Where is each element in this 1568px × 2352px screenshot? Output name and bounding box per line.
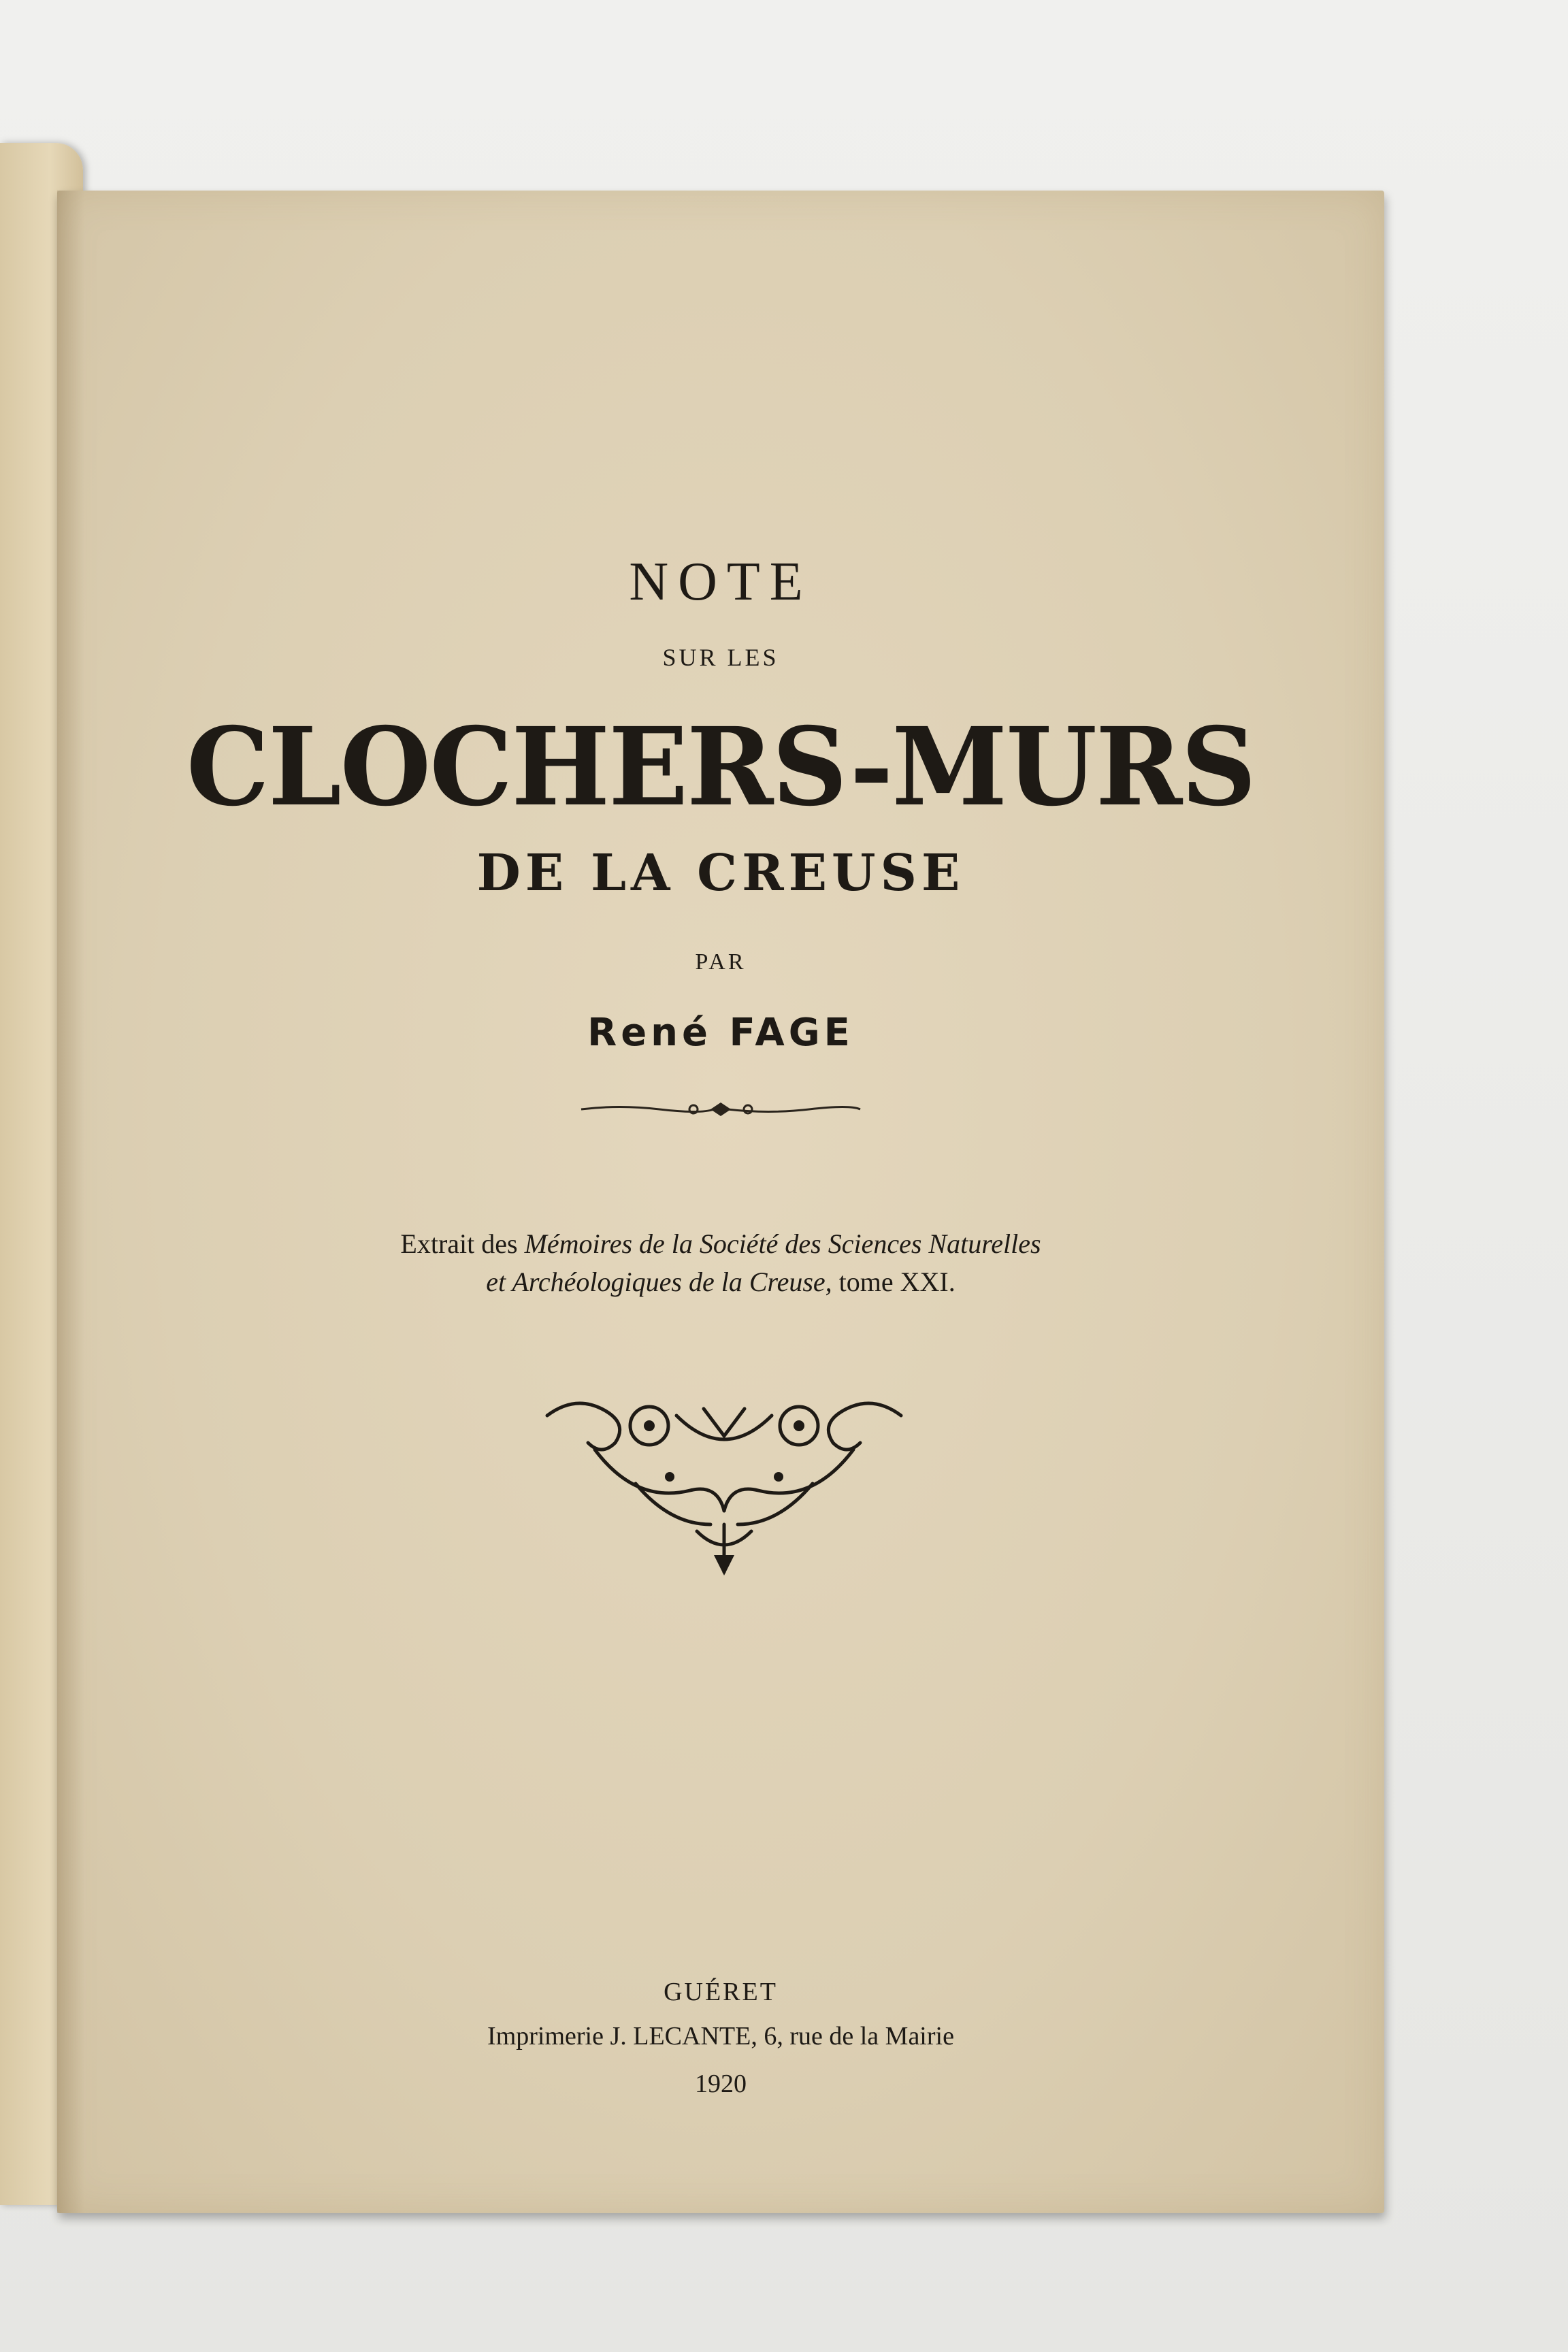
preposition: SUR LES <box>662 644 779 671</box>
title-page <box>57 191 1384 2213</box>
spine-shadow <box>57 191 84 2213</box>
by-label: PAR <box>695 949 747 975</box>
extract-italic-2: et Archéologiques de la Creuse, <box>486 1267 832 1297</box>
author-name: René FAGE <box>587 1011 854 1055</box>
extract-note <box>57 1225 1384 1301</box>
extract-line-2 <box>57 1263 1384 1301</box>
extract-line-1 <box>57 1225 1384 1263</box>
main-title: CLOCHERS-MURS <box>186 704 1256 830</box>
floral-vignette-icon <box>534 1388 915 1579</box>
extract-italic-1: Mémoires de la Société des Sciences Naturelles <box>524 1228 1041 1259</box>
ornamental-rule-icon <box>578 1099 864 1120</box>
heading-note: NOTE <box>629 552 813 612</box>
imprint-year: 1920 <box>695 2070 747 2098</box>
subtitle: DE LA CREUSE <box>476 844 965 902</box>
imprint-printer: Imprimerie J. LECANTE, 6, rue de la Mairie <box>487 2022 954 2051</box>
extract-suffix: tome XXI. <box>832 1267 956 1297</box>
extract-prefix: Extrait des <box>400 1228 525 1259</box>
imprint-city: GUÉRET <box>664 1978 778 2006</box>
